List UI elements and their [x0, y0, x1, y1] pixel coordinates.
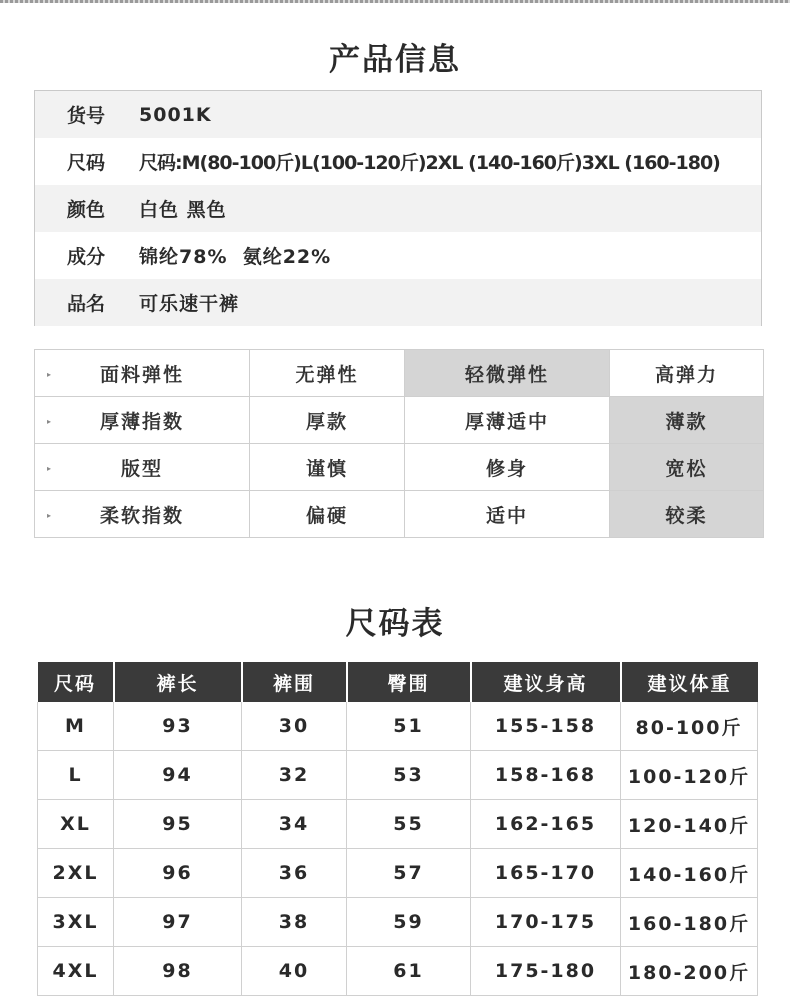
size-chart-table: [37, 662, 758, 996]
attribute-row: [35, 491, 764, 538]
table-cell: 180-200斤: [621, 947, 758, 996]
attribute-name: 版型: [120, 457, 163, 480]
size-chart-header-row: [38, 662, 758, 702]
attribute-name-cell: [35, 491, 250, 538]
attribute-option: 高弹力: [610, 350, 764, 397]
info-value: 白色 黑色: [139, 199, 227, 221]
attribute-row: [35, 397, 764, 444]
attribute-name-cell: [35, 397, 250, 444]
attribute-name: 厚薄指数: [99, 410, 184, 433]
attribute-name: 柔软指数: [99, 504, 184, 527]
attribute-row: [35, 444, 764, 491]
table-cell: 80-100斤: [621, 702, 758, 751]
info-value: 锦纶78% 氨纶22%: [139, 246, 332, 268]
info-value: 可乐速干裤: [139, 293, 240, 315]
table-cell: 2XL: [38, 849, 114, 898]
info-label: 货号: [67, 105, 106, 127]
table-cell: 175-180: [471, 947, 621, 996]
table-cell: 160-180斤: [621, 898, 758, 947]
triangle-bullet-icon: ▸: [47, 417, 52, 426]
attribute-name-cell: [35, 444, 250, 491]
attribute-option-selected: 较柔: [610, 491, 764, 538]
table-cell: 4XL: [38, 947, 114, 996]
table-cell: 162-165: [471, 800, 621, 849]
table-cell: 55: [347, 800, 471, 849]
table-cell: 170-175: [471, 898, 621, 947]
table-cell: 155-158: [471, 702, 621, 751]
table-cell: 36: [242, 849, 347, 898]
table-cell: 97: [114, 898, 242, 947]
table-row: [38, 702, 758, 751]
attribute-option: 无弹性: [250, 350, 405, 397]
table-row: [38, 947, 758, 996]
table-cell: 100-120斤: [621, 751, 758, 800]
info-label: 颜色: [67, 199, 106, 221]
table-cell: 96: [114, 849, 242, 898]
table-cell: 40: [242, 947, 347, 996]
attribute-name-cell: [35, 350, 250, 397]
info-row-color: [35, 185, 761, 232]
product-info-title: 产品信息: [329, 42, 461, 78]
table-cell: L: [38, 751, 114, 800]
size-chart-header-cell: 裤围: [242, 662, 347, 702]
size-chart-title: 尺码表: [345, 606, 445, 642]
table-cell: 95: [114, 800, 242, 849]
table-cell: 94: [114, 751, 242, 800]
attribute-option-selected: 轻微弹性: [405, 350, 610, 397]
attribute-option: 修身: [405, 444, 610, 491]
attribute-option: 厚款: [250, 397, 405, 444]
table-cell: 120-140斤: [621, 800, 758, 849]
table-row: [38, 800, 758, 849]
product-info-table: [34, 90, 762, 326]
table-cell: 34: [242, 800, 347, 849]
table-cell: 61: [347, 947, 471, 996]
triangle-bullet-icon: ▸: [47, 370, 52, 379]
table-row: [38, 849, 758, 898]
table-cell: 59: [347, 898, 471, 947]
triangle-bullet-icon: ▸: [47, 511, 52, 520]
table-cell: 57: [347, 849, 471, 898]
top-divider: [0, 0, 790, 3]
table-cell: XL: [38, 800, 114, 849]
table-cell: 165-170: [471, 849, 621, 898]
info-row-size: [35, 138, 761, 185]
table-cell: 158-168: [471, 751, 621, 800]
table-cell: 98: [114, 947, 242, 996]
info-row-material: [35, 232, 761, 279]
attribute-option: 厚薄适中: [405, 397, 610, 444]
table-cell: 140-160斤: [621, 849, 758, 898]
info-value: 尺码:M(80-100斤)L(100-120斤)2XL (140-160斤)3XL (160-180): [139, 152, 720, 174]
table-row: [38, 751, 758, 800]
table-row: [38, 898, 758, 947]
size-chart-header-cell: 尺码: [38, 662, 114, 702]
info-label: 品名: [67, 293, 106, 315]
info-label: 尺码: [67, 152, 106, 174]
attribute-option: 偏硬: [250, 491, 405, 538]
attribute-name: 面料弹性: [99, 363, 184, 386]
info-row-product-name: [35, 279, 761, 326]
info-label: 成分: [67, 246, 106, 268]
attribute-option-selected: 宽松: [610, 444, 764, 491]
size-chart-header-cell: 臀围: [347, 662, 471, 702]
attribute-option: 谨慎: [250, 444, 405, 491]
table-cell: 30: [242, 702, 347, 751]
attribute-row: [35, 350, 764, 397]
table-cell: M: [38, 702, 114, 751]
size-chart-header-cell: 建议体重: [621, 662, 758, 702]
table-cell: 93: [114, 702, 242, 751]
table-cell: 53: [347, 751, 471, 800]
size-chart-header-cell: 裤长: [114, 662, 242, 702]
table-cell: 3XL: [38, 898, 114, 947]
attribute-option: 适中: [405, 491, 610, 538]
attribute-grid: [34, 349, 764, 538]
table-cell: 38: [242, 898, 347, 947]
table-cell: 51: [347, 702, 471, 751]
info-value: 5001K: [139, 103, 212, 126]
triangle-bullet-icon: ▸: [47, 464, 52, 473]
size-chart-header-cell: 建议身高: [471, 662, 621, 702]
attribute-option-selected: 薄款: [610, 397, 764, 444]
table-cell: 32: [242, 751, 347, 800]
info-row-sku: [35, 91, 761, 138]
